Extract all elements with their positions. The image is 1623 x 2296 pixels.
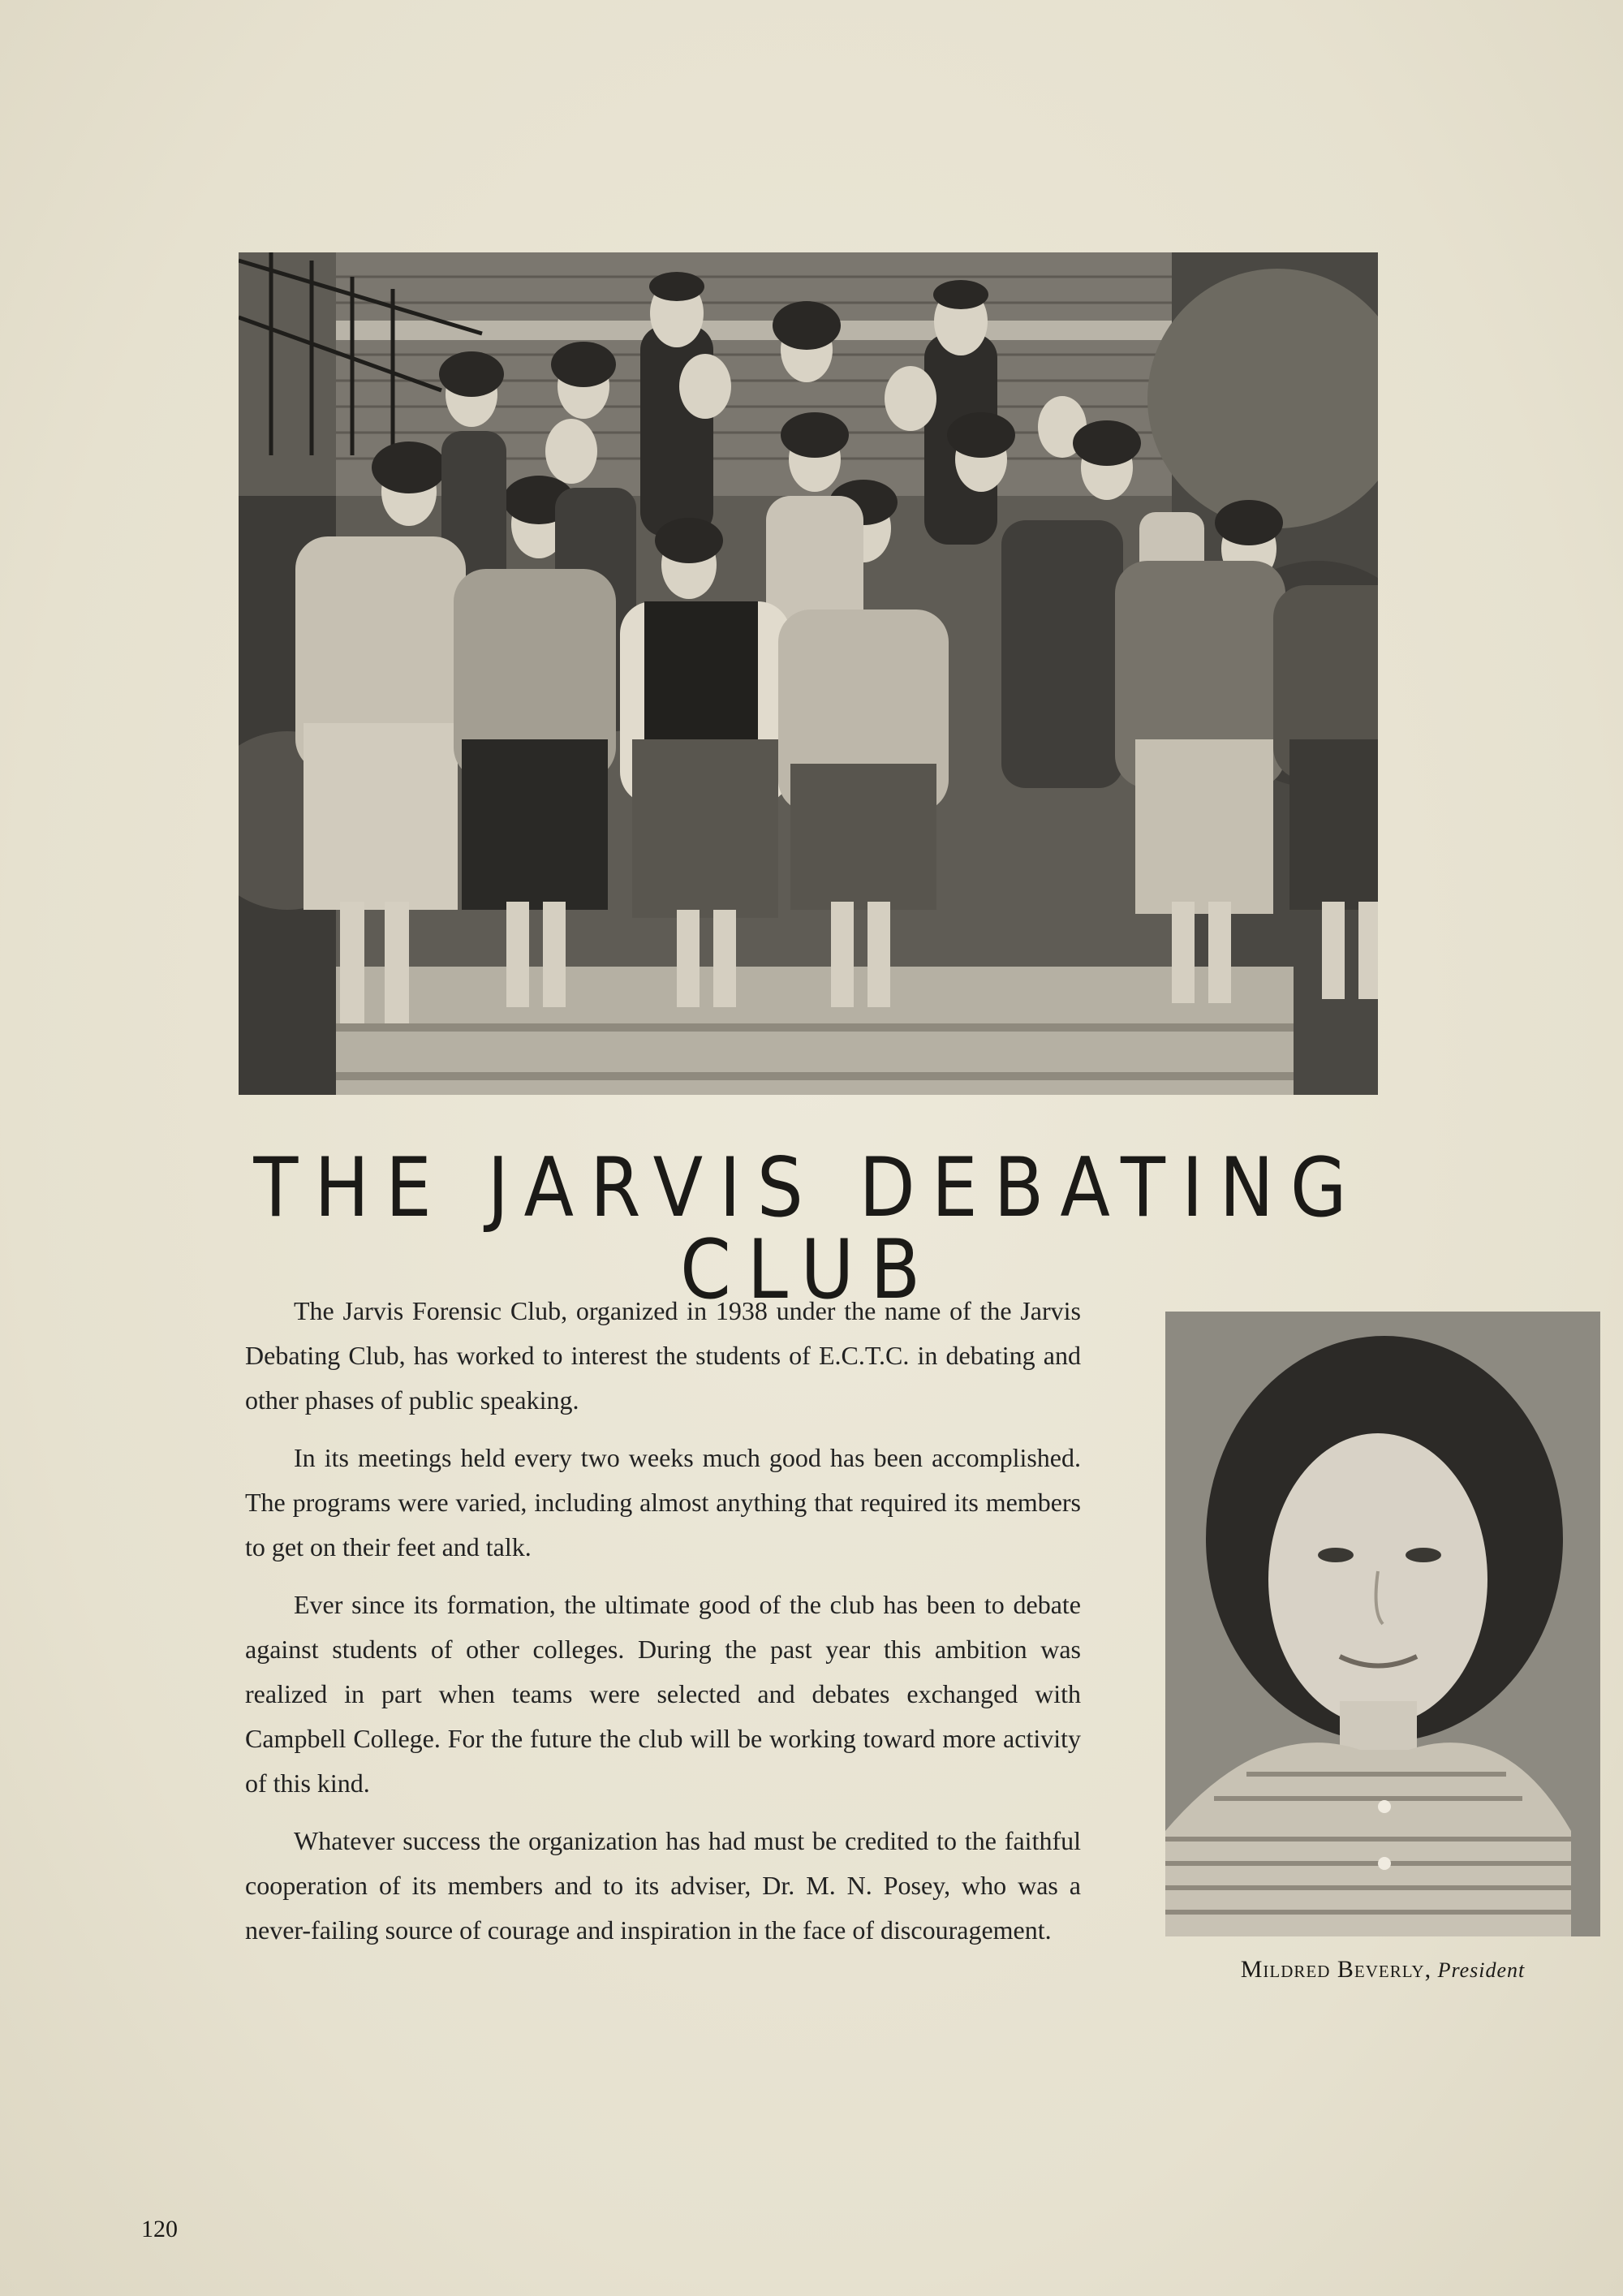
caption-name: Mildred Beverly,	[1240, 1956, 1432, 1983]
paragraph: The Jarvis Forensic Club, organized in 1938 under the name of the Jarvis Debating Club, has worked to interest the students of E.C.T.C. in debating and other phases of public speaking.	[245, 1296, 1081, 1415]
portrait-caption	[1165, 1956, 1600, 1984]
caption-role: President	[1437, 1958, 1526, 1982]
paragraph: In its meetings held every two weeks much good has been accomplished. The programs were varied, including almost anything that required its members to get on their feet and talk.	[245, 1443, 1081, 1562]
group-photo	[239, 252, 1378, 1095]
group-photo-image	[239, 252, 1378, 1095]
article-body	[245, 1289, 1081, 1966]
paragraph: Ever since its formation, the ultimate good of the club has been to debate against students of other colleges. During the past year this ambition was realized in part when teams were selected and debates exchanged with Campbell College. For the future the club will be working toward more activity of this kind.	[245, 1590, 1081, 1798]
portrait-image	[1165, 1312, 1600, 1936]
page-number: 120	[141, 2216, 178, 2242]
president-portrait	[1165, 1312, 1600, 1936]
page-title: THE JARVIS DEBATING CLUB	[253, 1140, 1363, 1318]
paragraph: Whatever success the organization has had must be credited to the faithful cooperation of its members and to its adviser, Dr. M. N. Posey, who was a never-failing source of courage and inspiration in the face of discouragement.	[245, 1826, 1081, 1945]
